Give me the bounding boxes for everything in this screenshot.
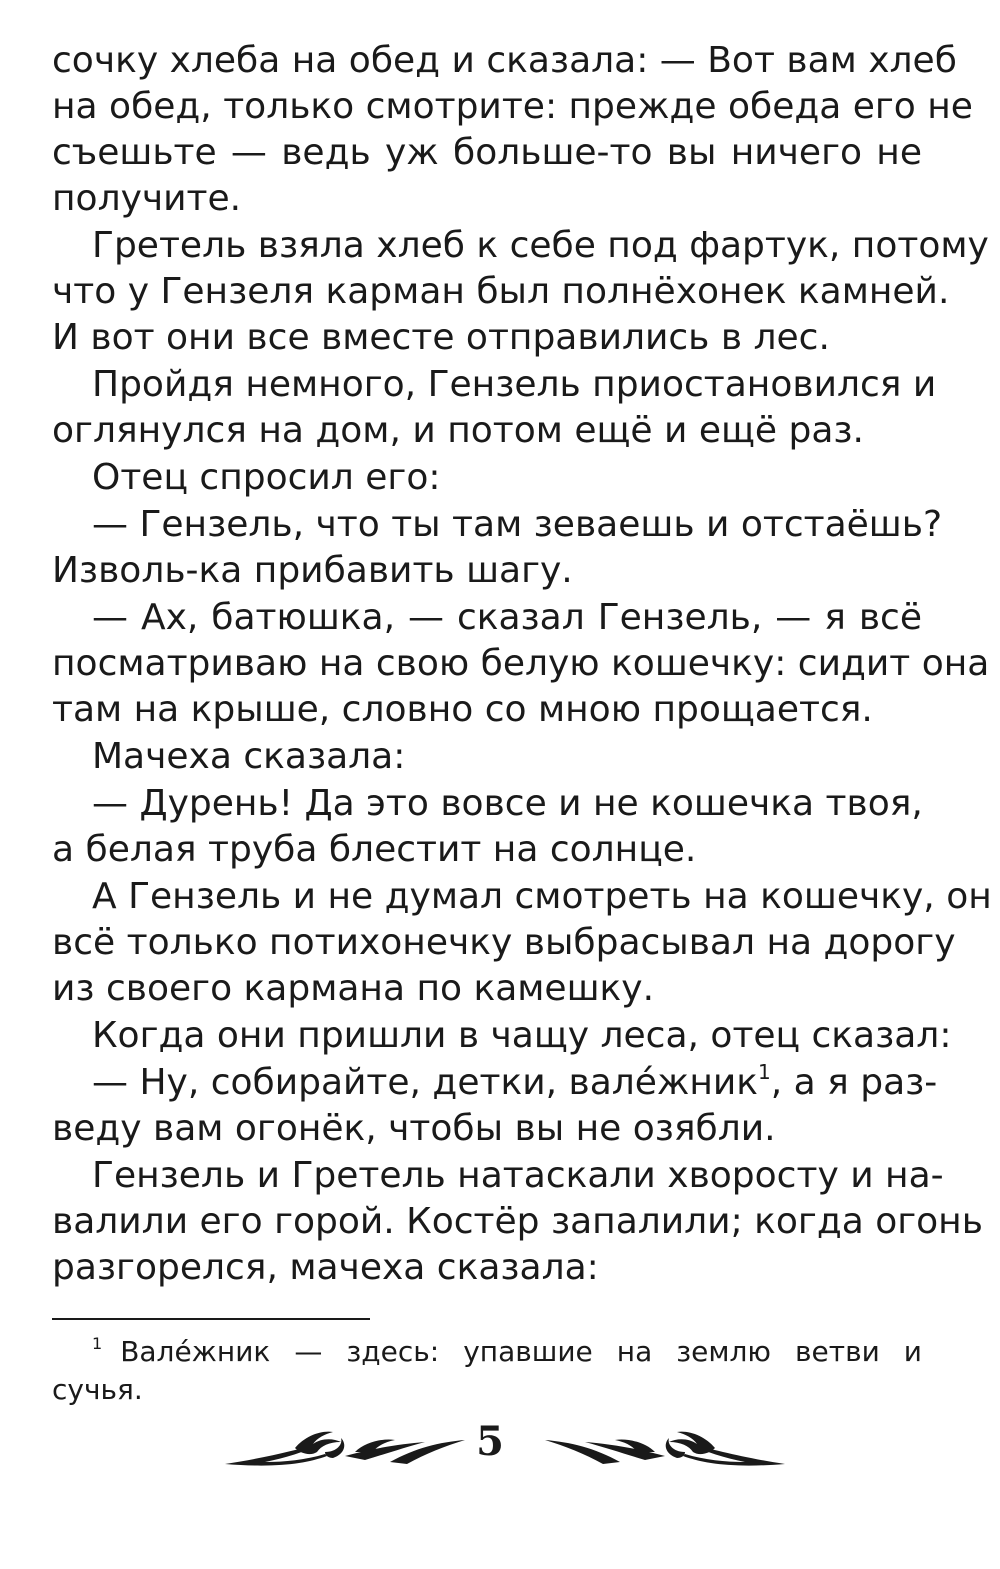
- text-line: посматриваю на свою белую кошечку: сидит она: [52, 643, 990, 684]
- text-line: И вот они все вместе отправились в лес.: [52, 317, 830, 358]
- text-line: — Дурень! Да это вовсе и не кошечка твоя,: [92, 783, 923, 824]
- text-line: там на крыше, словно со мною прощается.: [52, 689, 873, 730]
- text-line: Изволь-ка прибавить шагу.: [52, 550, 573, 591]
- text-line: съешьте — ведь уж больше-то вы ничего не: [52, 132, 922, 173]
- footnote-divider: [52, 1318, 370, 1320]
- text-fragment: — Ну, собирайте, детки, вале́жник: [92, 1062, 759, 1103]
- main-text: [52, 38, 992, 1291]
- paragraph: [52, 734, 922, 780]
- paragraph: [52, 1153, 983, 1291]
- footnote-text: Вале́жник — здесь: упавшие на землю ветви и: [120, 1335, 922, 1368]
- text-line: что у Гензеля карман был полнёхонек камней.: [52, 271, 950, 312]
- paragraph: [52, 502, 943, 594]
- text-line: Пройдя немного, Гензель приостановился и: [92, 364, 937, 405]
- ornament-left-flourish: [225, 1432, 465, 1466]
- text-line: — Гензель, что ты там зеваешь и отстаёшь?: [92, 504, 943, 545]
- footnote: [52, 1333, 922, 1409]
- text-line: оглянулся на дом, и потом ещё и ещё раз.: [52, 410, 864, 451]
- text-line: всё только потихонечку выбрасывал на дорогу: [52, 922, 956, 963]
- text-line: Отец спросил его:: [92, 457, 441, 498]
- text-line: на обед, только смотрите: прежде обеда его не: [52, 86, 973, 127]
- text-fragment: , а я раз-: [770, 1062, 938, 1103]
- paragraph: [52, 781, 922, 873]
- footnote-marker[interactable]: 1: [758, 1060, 771, 1084]
- text-line: а белая труба блестит на солнце.: [52, 829, 697, 870]
- page-number: 5: [476, 1418, 504, 1465]
- text-line: Гензель и Гретель натаскали хворосту и на-: [92, 1155, 944, 1196]
- text-line: валили его горой. Костёр запалили; когда огонь: [52, 1201, 983, 1242]
- text-line: получите.: [52, 178, 242, 219]
- paragraph: [52, 455, 922, 501]
- text-line: из своего кармана по камешку.: [52, 968, 655, 1009]
- text-line: А Гензель и не думал смотреть на кошечку, он: [92, 876, 992, 917]
- text-line: [52, 1060, 938, 1106]
- footnote-number: 1: [92, 1334, 103, 1353]
- paragraph: [52, 874, 992, 1012]
- paragraph: [52, 1013, 952, 1059]
- paragraph: [52, 38, 973, 222]
- paragraph: [52, 595, 990, 733]
- text-line: сочку хлеба на обед и сказала: — Вот вам хлеб: [52, 40, 957, 81]
- paragraph: [52, 1060, 938, 1152]
- paragraph: [52, 362, 937, 454]
- text-line: Мачеха сказала:: [92, 736, 406, 777]
- footnote-line: [52, 1333, 922, 1371]
- text-line: — Ах, батюшка, — сказал Гензель, — я всё: [92, 597, 922, 638]
- text-line: разгорелся, мачеха сказала:: [52, 1247, 599, 1288]
- text-line: Гретель взяла хлеб к себе под фартук, потому: [92, 225, 989, 266]
- text-line: Когда они пришли в чащу леса, отец сказал:: [92, 1015, 952, 1056]
- paragraph: [52, 223, 989, 361]
- text-line: веду вам огонёк, чтобы вы не озябли.: [52, 1108, 776, 1149]
- ornament-right-flourish: [545, 1432, 785, 1466]
- footnote-line: сучья.: [52, 1373, 143, 1406]
